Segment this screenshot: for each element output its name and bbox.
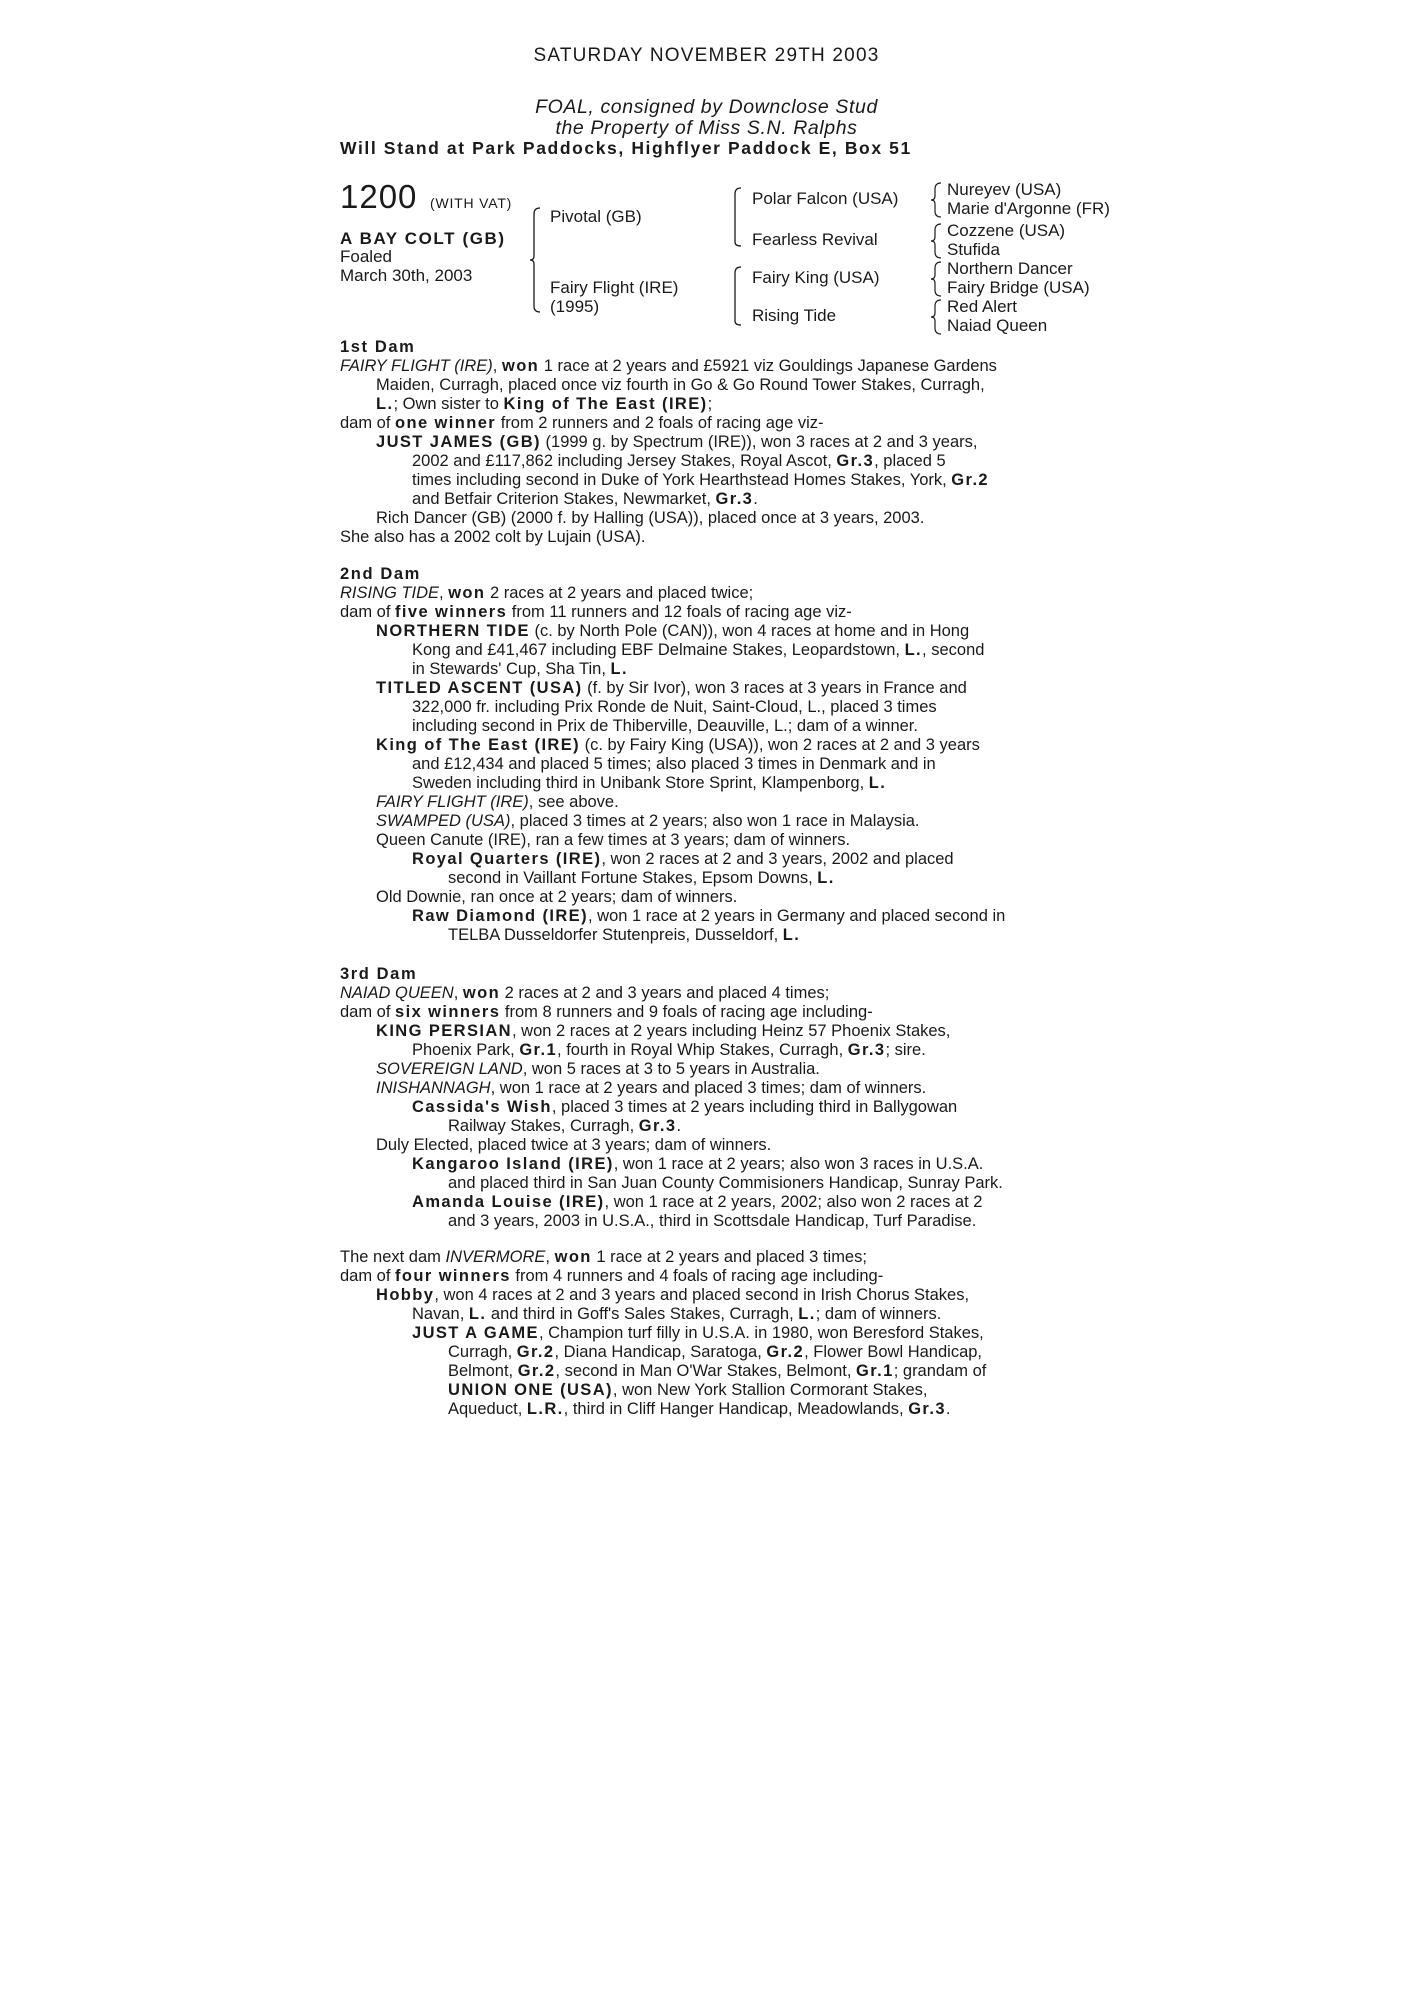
produce-line: Duly Elected, placed twice at 3 years; dam of winners. bbox=[376, 1136, 772, 1154]
produce-line bbox=[412, 774, 886, 793]
text: won bbox=[448, 584, 486, 602]
text: NAIAD QUEEN bbox=[340, 984, 454, 1002]
text: , bbox=[439, 584, 449, 602]
third-dam-section bbox=[340, 965, 1080, 1230]
produce-line bbox=[412, 1193, 982, 1212]
text: Gr.1 bbox=[519, 1041, 558, 1059]
text: from 2 runners and 2 foals of racing age viz- bbox=[496, 414, 824, 432]
text: L. bbox=[610, 660, 628, 678]
pedigree-g6: Fairy Bridge (USA) bbox=[947, 278, 1090, 297]
text: L. bbox=[868, 774, 887, 792]
text: TITLED ASCENT (USA) bbox=[376, 679, 583, 697]
produce-line bbox=[448, 1362, 986, 1381]
text: (f. by Sir Ivor), won 3 races at 3 years in France and bbox=[582, 679, 967, 697]
property-line: the Property of Miss S.N. Ralphs bbox=[555, 117, 858, 139]
text: L. bbox=[782, 926, 801, 944]
g-brace-4 bbox=[930, 298, 942, 336]
text: ; Own sister to bbox=[393, 395, 504, 413]
text: dam of bbox=[340, 1003, 396, 1021]
pedigree-g3: Cozzene (USA) bbox=[947, 221, 1066, 240]
text: , Flower Bowl Handicap, bbox=[804, 1343, 983, 1361]
text: UNION ONE (USA) bbox=[448, 1381, 613, 1399]
produce-line bbox=[412, 452, 946, 471]
text: INVERMORE bbox=[445, 1248, 546, 1266]
third-dam-heading: 3rd Dam bbox=[340, 965, 418, 983]
vat-note: (WITH VAT) bbox=[430, 195, 513, 211]
text: and third in Goff's Sales Stakes, Curragh, bbox=[486, 1305, 799, 1323]
produce-line bbox=[376, 812, 920, 831]
pedigree-dam-dam: Rising Tide bbox=[752, 306, 837, 325]
pedigree-g1: Nureyev (USA) bbox=[947, 180, 1062, 199]
consignor-line: FOAL, consigned by Downclose Stud bbox=[535, 96, 878, 118]
produce-line bbox=[412, 1324, 984, 1343]
text: Gr.1 bbox=[856, 1362, 894, 1380]
sale-date: SATURDAY NOVEMBER 29TH 2003 bbox=[533, 45, 880, 66]
text: , bbox=[492, 357, 502, 375]
text: won bbox=[501, 357, 540, 375]
text: dam of bbox=[340, 603, 396, 621]
text: Gr.2 bbox=[517, 1362, 556, 1380]
second-dam-line bbox=[340, 584, 753, 603]
text: . bbox=[945, 1400, 951, 1418]
text: FAIRY FLIGHT (IRE) bbox=[376, 793, 529, 811]
text: JUST A GAME bbox=[412, 1324, 539, 1342]
text: , won 4 races at 2 and 3 years and placed second in Irish Chorus Stakes, bbox=[434, 1286, 970, 1304]
text: L. bbox=[904, 641, 923, 659]
produce-line bbox=[412, 1155, 983, 1174]
dam-parents-brace bbox=[732, 265, 742, 327]
g-brace-1 bbox=[930, 181, 942, 219]
text: SOVEREIGN LAND bbox=[376, 1060, 523, 1078]
text: L. bbox=[817, 869, 835, 887]
pedigree-dam-year: (1995) bbox=[550, 297, 600, 316]
text: , won 1 race at 2 years in Germany and placed second in bbox=[587, 907, 1006, 925]
text: , won 5 races at 3 to 5 years in Australia. bbox=[522, 1060, 820, 1078]
first-dam-heading: 1st Dam bbox=[340, 338, 416, 356]
text: , fourth in Royal Whip Stakes, Curragh, bbox=[557, 1041, 848, 1059]
produce-line bbox=[376, 1060, 820, 1079]
produce-line bbox=[448, 926, 800, 945]
produce-line bbox=[412, 490, 758, 509]
pedigree-sire-dam: Fearless Revival bbox=[752, 230, 878, 249]
produce-line: She also has a 2002 colt by Lujain (USA). bbox=[340, 528, 646, 546]
produce-line: 322,000 fr. including Prix Ronde de Nuit, Saint-Cloud, L., placed 3 times bbox=[412, 698, 937, 716]
text: four winners bbox=[395, 1267, 511, 1285]
first-dam-section bbox=[340, 338, 1080, 548]
text: JUST JAMES (GB) bbox=[376, 433, 541, 451]
produce-line bbox=[448, 869, 835, 888]
text: 2 races at 2 and 3 years and placed 4 times; bbox=[500, 984, 830, 1002]
lot-number: 1200 bbox=[340, 178, 418, 215]
text: (c. by Fairy King (USA)), won 2 races at 2 and 3 years bbox=[580, 736, 980, 754]
text: Gr.2 bbox=[516, 1343, 555, 1361]
next-dam-section bbox=[340, 1248, 1080, 1428]
text: , see above. bbox=[528, 793, 619, 811]
text: L. bbox=[376, 395, 394, 413]
text: KING PERSIAN bbox=[376, 1022, 512, 1040]
text: RISING TIDE bbox=[340, 584, 440, 602]
foaled-date: March 30th, 2003 bbox=[340, 266, 473, 285]
produce-line bbox=[376, 1079, 926, 1098]
first-dam-line bbox=[340, 357, 997, 376]
pedigree-sire-sire: Polar Falcon (USA) bbox=[752, 189, 899, 208]
text: won bbox=[554, 1248, 592, 1266]
text: from 4 runners and 4 foals of racing age including- bbox=[510, 1267, 884, 1285]
text: Gr.3 bbox=[715, 490, 754, 508]
pedigree-g8: Naiad Queen bbox=[947, 316, 1048, 335]
pedigree-dam-sire: Fairy King (USA) bbox=[752, 268, 880, 287]
text: , won 2 races at 2 and 3 years, 2002 and placed bbox=[601, 850, 954, 868]
lot-description: A BAY COLT (GB) bbox=[340, 229, 506, 248]
pedigree-g2: Marie d'Argonne (FR) bbox=[947, 199, 1110, 218]
text: Aqueduct, bbox=[448, 1400, 527, 1418]
text: and Betfair Criterion Stakes, Newmarket, bbox=[412, 490, 716, 508]
text: ; dam of winners. bbox=[815, 1305, 942, 1323]
text: Royal Quarters (IRE) bbox=[412, 850, 602, 868]
text: ; bbox=[707, 395, 713, 413]
text: won bbox=[462, 984, 501, 1002]
text: Phoenix Park, bbox=[412, 1041, 520, 1059]
pedigree-g4: Stufida bbox=[947, 240, 1000, 259]
dam-name: FAIRY FLIGHT (IRE) bbox=[340, 357, 493, 375]
text: Navan, bbox=[412, 1305, 469, 1323]
text: L. bbox=[468, 1305, 487, 1323]
text: Gr.2 bbox=[951, 471, 990, 489]
text: one winner bbox=[395, 414, 497, 432]
first-dam-line bbox=[340, 414, 824, 433]
produce-line bbox=[412, 1305, 941, 1324]
text: , placed 3 times at 2 years; also won 1 race in Malaysia. bbox=[510, 812, 920, 830]
text: Gr.3 bbox=[847, 1041, 886, 1059]
text: . bbox=[676, 1117, 682, 1135]
stand-location: Will Stand at Park Paddocks, Highflyer Paddock E, Box 51 bbox=[340, 138, 912, 158]
text: (c. by North Pole (CAN)), won 4 races at home and in Hong bbox=[529, 622, 970, 640]
text: , won New York Stallion Cormorant Stakes, bbox=[612, 1381, 928, 1399]
text: Kong and £41,467 including EBF Delmaine Stakes, Leopardstown, bbox=[412, 641, 905, 659]
text: 1 race at 2 years and £5921 viz Gouldings Japanese Gardens bbox=[539, 357, 997, 375]
text: Gr.2 bbox=[766, 1343, 805, 1361]
text: King of The East (IRE) bbox=[376, 736, 581, 754]
text: TELBA Dusseldorfer Stutenpreis, Dusseldorf, bbox=[448, 926, 783, 944]
text: , won 1 race at 2 years, 2002; also won 2 races at 2 bbox=[604, 1193, 983, 1211]
text: ; grandam of bbox=[893, 1362, 987, 1380]
text: Sweden including third in Unibank Store Sprint, Klampenborg, bbox=[412, 774, 869, 792]
g-brace-3 bbox=[930, 260, 942, 298]
pedigree-dam: Fairy Flight (IRE) bbox=[550, 278, 679, 297]
text: Raw Diamond (IRE) bbox=[412, 907, 588, 925]
text: , second bbox=[922, 641, 985, 659]
text: Gr.3 bbox=[908, 1400, 946, 1418]
sire-dam-brace bbox=[528, 206, 542, 314]
text: Belmont, bbox=[448, 1362, 518, 1380]
produce-line: and placed third in San Juan County Commisioners Handicap, Sunray Park. bbox=[448, 1174, 1003, 1192]
text: from 11 runners and 12 foals of racing age viz- bbox=[507, 603, 852, 621]
produce-line bbox=[412, 1041, 926, 1060]
text: , won 2 races at 2 years including Heinz 57 Phoenix Stakes, bbox=[511, 1022, 951, 1040]
text: 1 race at 2 years and placed 3 times; bbox=[591, 1248, 867, 1266]
text: L.R. bbox=[526, 1400, 564, 1418]
produce-line bbox=[376, 736, 980, 755]
foaled-label: Foaled bbox=[340, 247, 392, 266]
text: times including second in Duke of York Hearthstead Homes Stakes, York, bbox=[412, 471, 952, 489]
text: Amanda Louise (IRE) bbox=[412, 1193, 605, 1211]
first-dam-line bbox=[376, 395, 712, 414]
text: , third in Cliff Hanger Handicap, Meadowlands, bbox=[563, 1400, 909, 1418]
produce-line bbox=[376, 1286, 969, 1305]
produce-line bbox=[376, 1022, 950, 1041]
text: Curragh, bbox=[448, 1343, 517, 1361]
text: INISHANNAGH bbox=[376, 1079, 491, 1097]
text: Kangaroo Island (IRE) bbox=[412, 1155, 614, 1173]
text: Gr.3 bbox=[638, 1117, 677, 1135]
produce-line: Rich Dancer (GB) (2000 f. by Halling (USA)), placed once at 3 years, 2003. bbox=[376, 509, 925, 527]
text: (1999 g. by Spectrum (IRE)), won 3 races at 2 and 3 years, bbox=[540, 433, 978, 451]
text: in Stewards' Cup, Sha Tin, bbox=[412, 660, 611, 678]
text: dam of bbox=[340, 1267, 396, 1285]
text: Railway Stakes, Curragh, bbox=[448, 1117, 639, 1135]
produce-line bbox=[376, 793, 619, 812]
text: from 8 runners and 9 foals of racing age including- bbox=[500, 1003, 873, 1021]
text: 2 races at 2 years and placed twice; bbox=[485, 584, 754, 602]
produce-line bbox=[412, 471, 989, 490]
produce-line bbox=[412, 641, 984, 660]
produce-line bbox=[376, 433, 977, 452]
text: L. bbox=[798, 1305, 816, 1323]
produce-line: and £12,434 and placed 5 times; also placed 3 times in Denmark and in bbox=[412, 755, 936, 773]
produce-line bbox=[412, 850, 954, 869]
text: five winners bbox=[395, 603, 508, 621]
third-dam-line bbox=[340, 1003, 873, 1022]
text: Cassida's Wish bbox=[412, 1098, 552, 1116]
produce-line: including second in Prix de Thiberville, Deauville, L.; dam of a winner. bbox=[412, 717, 918, 735]
text: Gr.3 bbox=[836, 452, 875, 470]
text: Hobby bbox=[376, 1286, 435, 1304]
text: , placed 5 bbox=[874, 452, 946, 470]
produce-line bbox=[448, 1381, 928, 1400]
text: SWAMPED (USA) bbox=[376, 812, 511, 830]
text: , second in Man O'War Stakes, Belmont, bbox=[555, 1362, 856, 1380]
text: six winners bbox=[395, 1003, 501, 1021]
text: 2002 and £117,862 including Jersey Stakes, Royal Ascot, bbox=[412, 452, 837, 470]
text: , bbox=[545, 1248, 555, 1266]
produce-line bbox=[412, 1098, 957, 1117]
next-dam-line bbox=[340, 1267, 883, 1286]
text: , won 1 race at 2 years; also won 3 races in U.S.A. bbox=[613, 1155, 984, 1173]
text: second in Vaillant Fortune Stakes, Epsom Downs, bbox=[448, 869, 818, 887]
pedigree-g7: Red Alert bbox=[947, 297, 1017, 316]
text: NORTHERN TIDE bbox=[376, 622, 530, 640]
g-brace-2 bbox=[930, 222, 942, 260]
text: , Champion turf filly in U.S.A. in 1980, won Beresford Stakes, bbox=[538, 1324, 984, 1342]
produce-line: and 3 years, 2003 in U.S.A., third in Scottsdale Handicap, Turf Paradise. bbox=[448, 1212, 977, 1230]
produce-line bbox=[448, 1400, 951, 1419]
sire-parents-brace bbox=[732, 186, 742, 248]
produce-line bbox=[448, 1117, 681, 1136]
produce-line bbox=[376, 679, 967, 698]
text: King of The East (IRE) bbox=[503, 395, 708, 413]
second-dam-section bbox=[340, 565, 1080, 945]
text: dam of bbox=[340, 414, 396, 432]
text: ; sire. bbox=[885, 1041, 926, 1059]
produce-line bbox=[448, 1343, 982, 1362]
pedigree-sire: Pivotal (GB) bbox=[550, 207, 642, 226]
third-dam-line bbox=[340, 984, 829, 1003]
second-dam-line bbox=[340, 603, 852, 622]
produce-line bbox=[412, 660, 628, 679]
text: , placed 3 times at 2 years including third in Ballygowan bbox=[551, 1098, 958, 1116]
first-dam-line: Maiden, Curragh, placed once viz fourth in Go & Go Round Tower Stakes, Curragh, bbox=[376, 376, 985, 394]
second-dam-heading: 2nd Dam bbox=[340, 565, 421, 583]
next-dam-line bbox=[340, 1248, 867, 1267]
produce-line: Old Downie, ran once at 2 years; dam of winners. bbox=[376, 888, 738, 906]
text: , bbox=[453, 984, 463, 1002]
text: The next dam bbox=[340, 1248, 446, 1266]
text: . bbox=[753, 490, 758, 508]
pedigree-g5: Northern Dancer bbox=[947, 259, 1073, 278]
produce-line bbox=[376, 622, 969, 641]
text: , Diana Handicap, Saratoga, bbox=[554, 1343, 767, 1361]
produce-line bbox=[412, 907, 1005, 926]
text: , won 1 race at 2 years and placed 3 times; dam of winners. bbox=[490, 1079, 927, 1097]
produce-line: Queen Canute (IRE), ran a few times at 3 years; dam of winners. bbox=[376, 831, 851, 849]
